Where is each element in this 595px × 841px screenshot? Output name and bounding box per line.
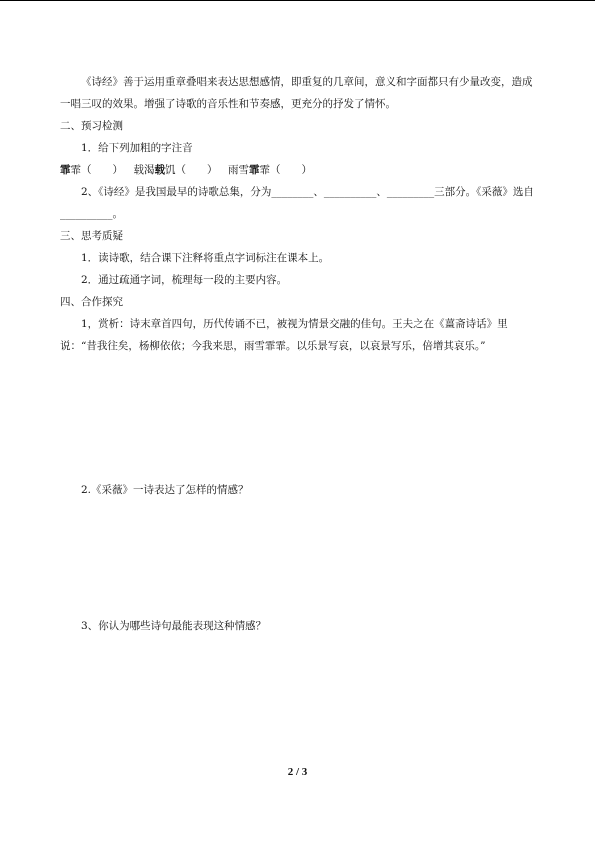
pinyin-item-3-pre: 雨雪: [228, 164, 249, 176]
intro-paragraph: 《诗经》善于运用重章叠唱来表达思想感情，即重复的几章间，意义和字面都只有少量改变，造成一唱三叹的效果。增强了诗歌的音乐性和节奏感，更充分的抒发了情怀。: [60, 76, 533, 110]
question-best-lines: 3、你认为哪些诗句最能表现这种情感？: [81, 620, 267, 632]
question-summary: 2．通过疏通字词，梳理每一段的主要内容。: [81, 274, 288, 286]
question-pinyin: 1．给下列加粗的字注音: [81, 142, 193, 154]
worksheet-body: [60, 71, 538, 637]
pinyin-items: [60, 159, 538, 181]
section-heading-preview: 二、预习检测: [60, 120, 123, 132]
pinyin-item-3-post: 霏（ ）: [259, 164, 312, 176]
bold-char: 霏: [249, 164, 260, 176]
question-fill-blank: 2、《诗经》是我国最早的诗歌总集，分为________、__________、_________三部分。《采薇》选自__________。: [60, 186, 534, 220]
pinyin-item-2-pre: 载渴: [133, 164, 155, 176]
question-read-poem: 1．读诗歌，结合课下注释将重点字词标注在课本上。: [81, 252, 330, 264]
bold-char: 霏: [60, 164, 71, 176]
bold-char: 载: [154, 164, 165, 176]
section-heading-reflection: 三、思考质疑: [60, 230, 123, 242]
question-emotion: 2.《采薇》一诗表达了怎样的情感？: [81, 484, 249, 496]
page-number: 2 / 3: [287, 766, 308, 778]
pinyin-item-1: 霏（ ）: [70, 164, 123, 176]
question-appreciation: 1，赏析：诗末章首四句，历代传诵不已，被视为情景交融的佳句。王夫之在《薑斋诗话》里说：“昔我往矣，杨柳依依；今我来思，雨雪霏霏。以乐景写哀，以哀景写乐，倍增其哀乐。”: [60, 318, 508, 352]
section-heading-cooperation: 四、合作探究: [60, 296, 123, 308]
pinyin-item-2-post: 饥（ ）: [165, 164, 218, 176]
header-rule: [0, 0, 595, 1]
